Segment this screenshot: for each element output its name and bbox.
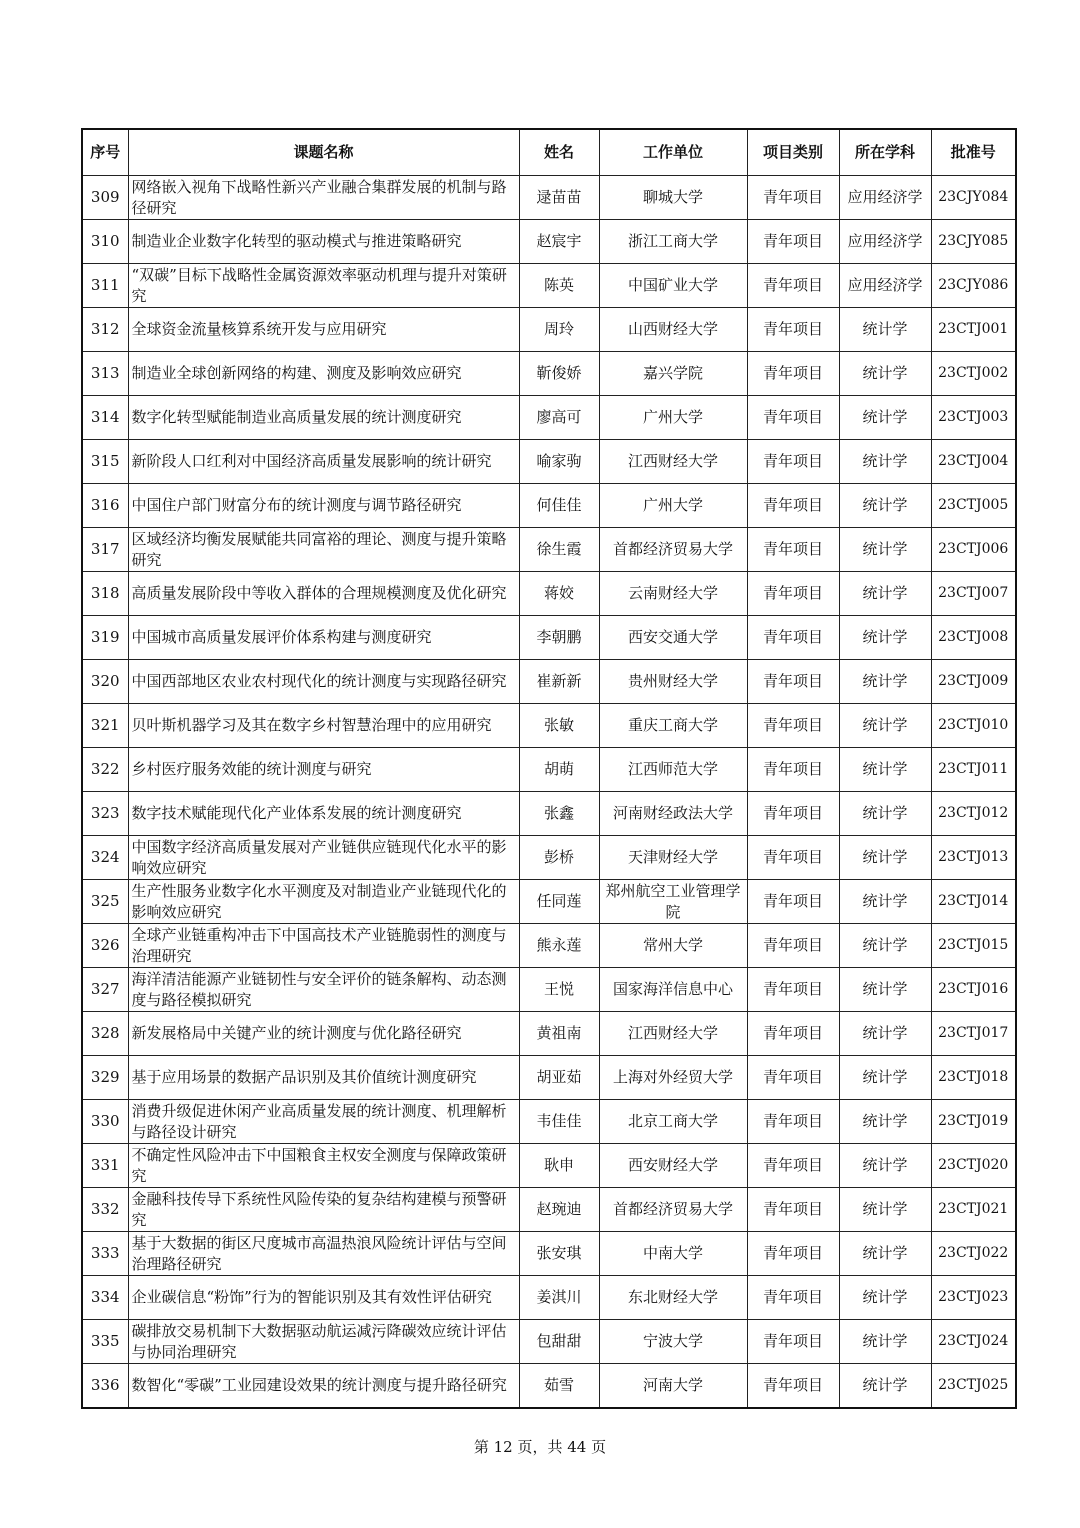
cell-code: 23CTJ014	[931, 880, 1016, 924]
cell-name: 黄祖南	[519, 1012, 599, 1056]
cell-no: 314	[82, 396, 128, 440]
cell-no: 311	[82, 264, 128, 308]
cell-name: 王悦	[519, 968, 599, 1012]
table-row	[82, 1320, 1016, 1364]
cell-no: 329	[82, 1056, 128, 1100]
table-row	[82, 616, 1016, 660]
table-row	[82, 1232, 1016, 1276]
cell-no: 323	[82, 792, 128, 836]
cell-title: 新阶段人口红利对中国经济高质量发展影响的统计研究	[128, 440, 519, 484]
cell-code: 23CTJ013	[931, 836, 1016, 880]
cell-no: 331	[82, 1144, 128, 1188]
cell-no: 330	[82, 1100, 128, 1144]
cell-name: 陈英	[519, 264, 599, 308]
cell-unit: 宁波大学	[599, 1320, 747, 1364]
table-row	[82, 660, 1016, 704]
cell-subject: 统计学	[839, 880, 931, 924]
cell-title: 全球产业链重构冲击下中国高技术产业链脆弱性的测度与治理研究	[128, 924, 519, 968]
cell-category: 青年项目	[747, 1320, 839, 1364]
cell-no: 326	[82, 924, 128, 968]
cell-code: 23CTJ008	[931, 616, 1016, 660]
table-row	[82, 220, 1016, 264]
cell-subject: 统计学	[839, 1144, 931, 1188]
cell-subject: 统计学	[839, 1188, 931, 1232]
cell-category: 青年项目	[747, 1144, 839, 1188]
table-row	[82, 1188, 1016, 1232]
cell-no: 315	[82, 440, 128, 484]
cell-no: 319	[82, 616, 128, 660]
cell-unit: 常州大学	[599, 924, 747, 968]
header-category: 项目类别	[747, 129, 839, 176]
cell-code: 23CTJ021	[931, 1188, 1016, 1232]
table-header-row	[82, 129, 1016, 176]
cell-unit: 上海对外经贸大学	[599, 1056, 747, 1100]
cell-subject: 统计学	[839, 924, 931, 968]
cell-category: 青年项目	[747, 220, 839, 264]
cell-unit: 山西财经大学	[599, 308, 747, 352]
cell-code: 23CTJ002	[931, 352, 1016, 396]
cell-category: 青年项目	[747, 924, 839, 968]
cell-name: 张鑫	[519, 792, 599, 836]
cell-title: 制造业企业数字化转型的驱动模式与推进策略研究	[128, 220, 519, 264]
cell-code: 23CTJ009	[931, 660, 1016, 704]
table-row	[82, 1144, 1016, 1188]
cell-title: 高质量发展阶段中等收入群体的合理规模测度及优化研究	[128, 572, 519, 616]
header-name: 姓名	[519, 129, 599, 176]
table-row	[82, 880, 1016, 924]
cell-unit: 浙江工商大学	[599, 220, 747, 264]
cell-name: 赵宸宇	[519, 220, 599, 264]
cell-category: 青年项目	[747, 1012, 839, 1056]
cell-no: 313	[82, 352, 128, 396]
cell-category: 青年项目	[747, 308, 839, 352]
cell-category: 青年项目	[747, 396, 839, 440]
cell-title: 生产性服务业数字化水平测度及对制造业产业链现代化的影响效应研究	[128, 880, 519, 924]
cell-no: 333	[82, 1232, 128, 1276]
cell-subject: 统计学	[839, 704, 931, 748]
cell-unit: 广州大学	[599, 396, 747, 440]
table-row	[82, 308, 1016, 352]
cell-title: 新发展格局中关键产业的统计测度与优化路径研究	[128, 1012, 519, 1056]
cell-category: 青年项目	[747, 528, 839, 572]
cell-subject: 统计学	[839, 616, 931, 660]
cell-unit: 中国矿业大学	[599, 264, 747, 308]
cell-unit: 北京工商大学	[599, 1100, 747, 1144]
cell-subject: 统计学	[839, 836, 931, 880]
cell-unit: 贵州财经大学	[599, 660, 747, 704]
table-row	[82, 176, 1016, 220]
cell-category: 青年项目	[747, 616, 839, 660]
table-row	[82, 572, 1016, 616]
cell-category: 青年项目	[747, 352, 839, 396]
cell-unit: 江西师范大学	[599, 748, 747, 792]
cell-subject: 统计学	[839, 660, 931, 704]
table-row	[82, 792, 1016, 836]
cell-category: 青年项目	[747, 484, 839, 528]
cell-subject: 统计学	[839, 792, 931, 836]
cell-no: 317	[82, 528, 128, 572]
table-row	[82, 748, 1016, 792]
cell-title: 区域经济均衡发展赋能共同富裕的理论、测度与提升策略研究	[128, 528, 519, 572]
cell-category: 青年项目	[747, 572, 839, 616]
cell-unit: 西安交通大学	[599, 616, 747, 660]
cell-category: 青年项目	[747, 1232, 839, 1276]
cell-code: 23CTJ020	[931, 1144, 1016, 1188]
cell-name: 靳俊娇	[519, 352, 599, 396]
table-row	[82, 264, 1016, 308]
cell-subject: 统计学	[839, 1056, 931, 1100]
cell-no: 312	[82, 308, 128, 352]
cell-no: 327	[82, 968, 128, 1012]
table-row	[82, 1276, 1016, 1320]
cell-subject: 统计学	[839, 1276, 931, 1320]
cell-title: 全球资金流量核算系统开发与应用研究	[128, 308, 519, 352]
cell-no: 318	[82, 572, 128, 616]
cell-unit: 重庆工商大学	[599, 704, 747, 748]
cell-name: 徐生霞	[519, 528, 599, 572]
cell-unit: 云南财经大学	[599, 572, 747, 616]
cell-code: 23CTJ019	[931, 1100, 1016, 1144]
cell-subject: 统计学	[839, 572, 931, 616]
table-row	[82, 440, 1016, 484]
cell-name: 逯苗苗	[519, 176, 599, 220]
table-row	[82, 968, 1016, 1012]
table-row	[82, 1100, 1016, 1144]
cell-code: 23CTJ005	[931, 484, 1016, 528]
header-no: 序号	[82, 129, 128, 176]
cell-title: “双碳”目标下战略性金属资源效率驱动机理与提升对策研究	[128, 264, 519, 308]
cell-unit: 河南财经政法大学	[599, 792, 747, 836]
cell-code: 23CJY084	[931, 176, 1016, 220]
cell-code: 23CTJ006	[931, 528, 1016, 572]
cell-unit: 中南大学	[599, 1232, 747, 1276]
cell-title: 中国住户部门财富分布的统计测度与调节路径研究	[128, 484, 519, 528]
table-row	[82, 836, 1016, 880]
cell-subject: 统计学	[839, 1364, 931, 1409]
cell-name: 熊永莲	[519, 924, 599, 968]
cell-code: 23CTJ024	[931, 1320, 1016, 1364]
cell-no: 335	[82, 1320, 128, 1364]
cell-category: 青年项目	[747, 748, 839, 792]
cell-unit: 国家海洋信息中心	[599, 968, 747, 1012]
cell-title: 企业碳信息“粉饰”行为的智能识别及其有效性评估研究	[128, 1276, 519, 1320]
cell-name: 张敏	[519, 704, 599, 748]
cell-unit: 河南大学	[599, 1364, 747, 1409]
cell-category: 青年项目	[747, 792, 839, 836]
table-row	[82, 704, 1016, 748]
cell-name: 蒋姣	[519, 572, 599, 616]
cell-name: 胡萌	[519, 748, 599, 792]
cell-code: 23CTJ016	[931, 968, 1016, 1012]
cell-category: 青年项目	[747, 1100, 839, 1144]
cell-subject: 统计学	[839, 528, 931, 572]
cell-name: 崔新新	[519, 660, 599, 704]
cell-title: 中国城市高质量发展评价体系构建与测度研究	[128, 616, 519, 660]
cell-subject: 统计学	[839, 1012, 931, 1056]
cell-title: 网络嵌入视角下战略性新兴产业融合集群发展的机制与路径研究	[128, 176, 519, 220]
cell-code: 23CTJ011	[931, 748, 1016, 792]
cell-name: 茹雪	[519, 1364, 599, 1409]
cell-no: 334	[82, 1276, 128, 1320]
header-unit: 工作单位	[599, 129, 747, 176]
cell-title: 乡村医疗服务效能的统计测度与研究	[128, 748, 519, 792]
cell-code: 23CTJ012	[931, 792, 1016, 836]
table-row	[82, 924, 1016, 968]
cell-name: 彭桥	[519, 836, 599, 880]
table-row	[82, 528, 1016, 572]
cell-title: 基于大数据的街区尺度城市高温热浪风险统计评估与空间治理路径研究	[128, 1232, 519, 1276]
cell-no: 309	[82, 176, 128, 220]
cell-unit: 广州大学	[599, 484, 747, 528]
cell-no: 332	[82, 1188, 128, 1232]
cell-subject: 统计学	[839, 440, 931, 484]
cell-category: 青年项目	[747, 264, 839, 308]
table-row	[82, 1364, 1016, 1409]
cell-category: 青年项目	[747, 440, 839, 484]
cell-code: 23CJY085	[931, 220, 1016, 264]
table-row	[82, 352, 1016, 396]
cell-code: 23CTJ007	[931, 572, 1016, 616]
cell-category: 青年项目	[747, 1188, 839, 1232]
table-row	[82, 1056, 1016, 1100]
cell-unit: 首都经济贸易大学	[599, 528, 747, 572]
cell-category: 青年项目	[747, 968, 839, 1012]
cell-category: 青年项目	[747, 660, 839, 704]
cell-name: 张安琪	[519, 1232, 599, 1276]
cell-name: 李朝鹏	[519, 616, 599, 660]
cell-title: 中国数字经济高质量发展对产业链供应链现代化水平的影响效应研究	[128, 836, 519, 880]
cell-name: 任同莲	[519, 880, 599, 924]
cell-subject: 统计学	[839, 968, 931, 1012]
cell-title: 基于应用场景的数据产品识别及其价值统计测度研究	[128, 1056, 519, 1100]
cell-unit: 江西财经大学	[599, 1012, 747, 1056]
cell-code: 23CTJ001	[931, 308, 1016, 352]
cell-code: 23CJY086	[931, 264, 1016, 308]
cell-no: 310	[82, 220, 128, 264]
cell-code: 23CTJ003	[931, 396, 1016, 440]
cell-unit: 西安财经大学	[599, 1144, 747, 1188]
cell-title: 海洋清洁能源产业链韧性与安全评价的链条解构、动态测度与路径模拟研究	[128, 968, 519, 1012]
cell-title: 数字技术赋能现代化产业体系发展的统计测度研究	[128, 792, 519, 836]
cell-title: 不确定性风险冲击下中国粮食主权安全测度与保障政策研究	[128, 1144, 519, 1188]
cell-no: 336	[82, 1364, 128, 1409]
page-number: 第 12 页，共 44 页	[473, 1438, 607, 1456]
cell-name: 周玲	[519, 308, 599, 352]
cell-category: 青年项目	[747, 1276, 839, 1320]
header-code: 批准号	[931, 129, 1016, 176]
cell-subject: 应用经济学	[839, 264, 931, 308]
cell-code: 23CTJ023	[931, 1276, 1016, 1320]
cell-category: 青年项目	[747, 1056, 839, 1100]
cell-subject: 统计学	[839, 484, 931, 528]
cell-unit: 天津财经大学	[599, 836, 747, 880]
table-row	[82, 396, 1016, 440]
cell-title: 消费升级促进休闲产业高质量发展的统计测度、机理解析与路径设计研究	[128, 1100, 519, 1144]
cell-unit: 聊城大学	[599, 176, 747, 220]
cell-name: 耿申	[519, 1144, 599, 1188]
cell-no: 322	[82, 748, 128, 792]
cell-title: 制造业全球创新网络的构建、测度及影响效应研究	[128, 352, 519, 396]
cell-unit: 嘉兴学院	[599, 352, 747, 396]
cell-title: 数智化“零碳”工业园建设效果的统计测度与提升路径研究	[128, 1364, 519, 1409]
cell-no: 328	[82, 1012, 128, 1056]
project-table	[81, 128, 1017, 1409]
table-row	[82, 484, 1016, 528]
cell-code: 23CTJ010	[931, 704, 1016, 748]
cell-subject: 应用经济学	[839, 220, 931, 264]
cell-name: 包甜甜	[519, 1320, 599, 1364]
cell-code: 23CTJ017	[931, 1012, 1016, 1056]
cell-name: 姜淇川	[519, 1276, 599, 1320]
cell-no: 324	[82, 836, 128, 880]
cell-subject: 统计学	[839, 352, 931, 396]
cell-subject: 统计学	[839, 1100, 931, 1144]
cell-category: 青年项目	[747, 704, 839, 748]
cell-name: 何佳佳	[519, 484, 599, 528]
cell-name: 喻家驹	[519, 440, 599, 484]
cell-title: 金融科技传导下系统性风险传染的复杂结构建模与预警研究	[128, 1188, 519, 1232]
cell-category: 青年项目	[747, 1364, 839, 1409]
cell-subject: 统计学	[839, 1320, 931, 1364]
cell-title: 中国西部地区农业农村现代化的统计测度与实现路径研究	[128, 660, 519, 704]
cell-no: 321	[82, 704, 128, 748]
cell-code: 23CTJ025	[931, 1364, 1016, 1409]
cell-name: 韦佳佳	[519, 1100, 599, 1144]
cell-subject: 统计学	[839, 396, 931, 440]
cell-name: 廖高可	[519, 396, 599, 440]
cell-no: 316	[82, 484, 128, 528]
cell-subject: 统计学	[839, 308, 931, 352]
cell-code: 23CTJ018	[931, 1056, 1016, 1100]
cell-name: 胡亚茹	[519, 1056, 599, 1100]
cell-subject: 应用经济学	[839, 176, 931, 220]
cell-name: 赵琬迪	[519, 1188, 599, 1232]
header-subject: 所在学科	[839, 129, 931, 176]
cell-unit: 郑州航空工业管理学院	[599, 880, 747, 924]
cell-no: 325	[82, 880, 128, 924]
cell-category: 青年项目	[747, 880, 839, 924]
cell-title: 数字化转型赋能制造业高质量发展的统计测度研究	[128, 396, 519, 440]
cell-unit: 首都经济贸易大学	[599, 1188, 747, 1232]
cell-category: 青年项目	[747, 176, 839, 220]
cell-code: 23CTJ004	[931, 440, 1016, 484]
cell-category: 青年项目	[747, 836, 839, 880]
cell-title: 碳排放交易机制下大数据驱动航运减污降碳效应统计评估与协同治理研究	[128, 1320, 519, 1364]
table-row	[82, 1012, 1016, 1056]
cell-subject: 统计学	[839, 748, 931, 792]
cell-unit: 江西财经大学	[599, 440, 747, 484]
cell-no: 320	[82, 660, 128, 704]
cell-subject: 统计学	[839, 1232, 931, 1276]
cell-title: 贝叶斯机器学习及其在数字乡村智慧治理中的应用研究	[128, 704, 519, 748]
cell-unit: 东北财经大学	[599, 1276, 747, 1320]
cell-code: 23CTJ022	[931, 1232, 1016, 1276]
header-title: 课题名称	[128, 129, 519, 176]
cell-code: 23CTJ015	[931, 924, 1016, 968]
